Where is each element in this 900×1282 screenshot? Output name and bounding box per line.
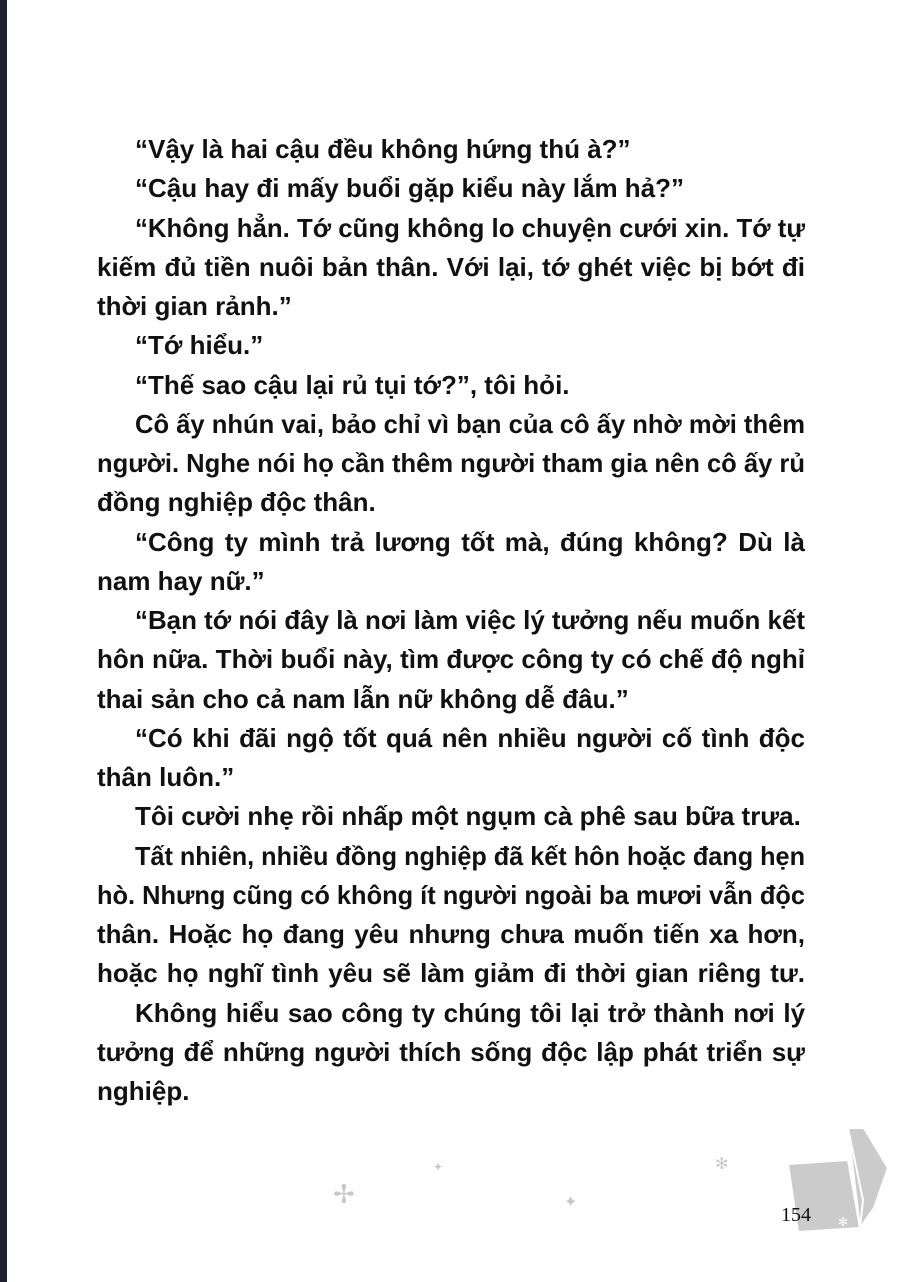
star-ornament-icon: ✦ — [433, 1160, 444, 1174]
text-line: thân luôn.” — [97, 762, 235, 792]
text-line: “Bạn tớ nói đây là nơi làm việc lý tưởng nếu muốn kết — [135, 605, 805, 635]
text-line: “Cậu hay đi mấy buổi gặp kiểu này lắm hả?” — [135, 173, 685, 204]
star-ornament-icon: ✦ — [564, 1192, 578, 1211]
page-edge — [0, 0, 7, 1282]
open-book-icon — [688, 1128, 868, 1229]
text-line: Không hiểu sao công ty chúng tôi lại trở thành nơi lý — [135, 997, 806, 1028]
text-line: nam hay nữ.” — [97, 565, 265, 596]
text-line: thời gian rảnh.” — [97, 291, 292, 321]
text-line: “Có khi đãi ngộ tốt quá nên nhiều người cố tình độc — [135, 722, 806, 753]
text-line: người. Nghe nói họ cần thêm người tham gia nên cô ấy rủ — [97, 448, 805, 478]
text-line: Tôi cười nhẹ rồi nhấp một ngụm cà phê sau bữa trưa. — [135, 801, 801, 832]
snowflake-ornament-icon: ✻ — [715, 1154, 729, 1173]
text-line: thai sản cho cả nam lẫn nữ không dễ đâu.” — [97, 683, 629, 714]
body-text — [97, 130, 805, 1111]
text-line: “Vậy là hai cậu đều không hứng thú à?” — [135, 134, 631, 164]
svg-text:✻: ✻ — [838, 1215, 849, 1229]
text-line: “Thế sao cậu lại rủ tụi tớ?”, tôi hỏi. — [135, 369, 570, 400]
text-line: Tất nhiên, nhiều đồng nghiệp đã kết hôn hoặc đang hẹn — [135, 840, 806, 871]
text-line: thân. Hoặc họ đang yêu nhưng chưa muốn tiến xa hơn, — [97, 919, 805, 949]
text-line: “Không hẳn. Tớ cũng không lo chuyện cưới xin. Tớ tự — [135, 212, 806, 243]
text-line: hoặc họ nghĩ tình yêu sẽ làm giảm đi thời gian riêng tư. — [97, 958, 806, 989]
page-number: 154 — [781, 1204, 811, 1226]
text-line: hò. Nhưng cũng có không ít người ngoài ba mươi vẫn độc — [97, 879, 806, 910]
text-line: “Tớ hiểu.” — [135, 330, 264, 361]
text-line: tưởng để những người thích sống độc lập phát triển sự — [97, 1036, 805, 1067]
text-line: hôn nữa. Thời buổi này, tìm được công ty có chế độ nghỉ — [97, 644, 806, 675]
text-line: kiếm đủ tiền nuôi bản thân. Với lại, tớ ghét việc bị bớt đi — [97, 251, 806, 282]
sparkle-ornament-icon: ✢ — [333, 1180, 355, 1210]
text-line: nghiệp. — [97, 1076, 190, 1106]
text-line: “Công ty mình trả lương tốt mà, đúng không? Dù là — [135, 526, 805, 557]
text-line: đồng nghiệp độc thân. — [97, 487, 376, 518]
text-line: Cô ấy nhún vai, bảo chỉ vì bạn của cô ấy nhờ mời thêm — [135, 408, 806, 439]
